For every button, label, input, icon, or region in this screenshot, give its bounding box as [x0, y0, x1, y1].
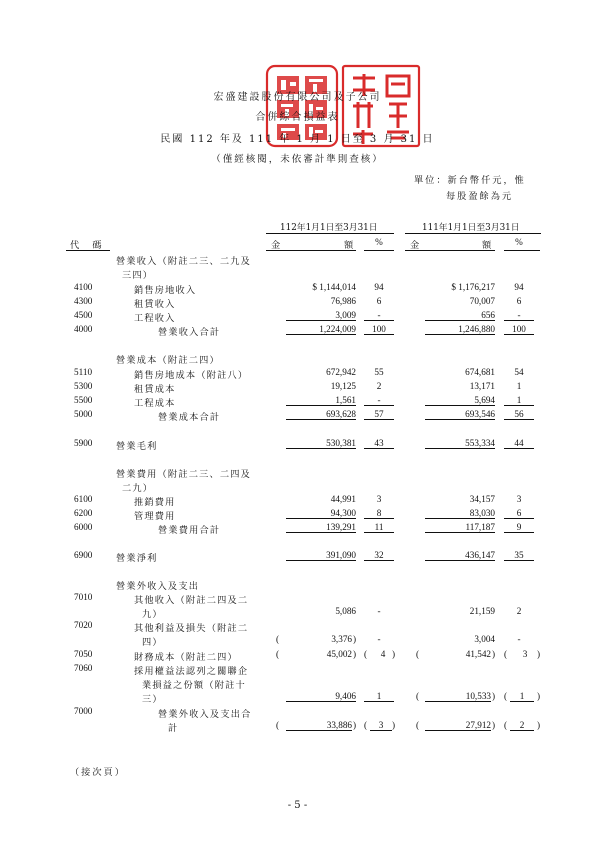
close-paren: ): [537, 649, 541, 659]
amount-2022: 1,246,880: [425, 324, 495, 335]
amount-2023: 19,125: [330, 381, 356, 391]
pct-rule-2022: [504, 250, 540, 251]
section-label: 營業費用（附註二三、二四及: [116, 469, 252, 480]
row-label: 銷售房地成本（附註八）: [134, 370, 249, 381]
section-label: 營業收入（附註二三、二九及: [116, 256, 252, 267]
percent-2023: 32: [364, 550, 394, 561]
row-code: 7050: [74, 649, 93, 659]
percent-2022: 94: [514, 282, 524, 292]
open-paren: (: [276, 720, 280, 730]
open-paren: (: [364, 720, 368, 730]
col-rule-2022: [405, 233, 541, 234]
col-header-2022: 111年1月1日至3月31日: [422, 223, 520, 233]
percent-2022: 2: [516, 606, 522, 616]
row-label: 其他收入（附註二四及二: [134, 595, 249, 606]
percent-2023: 8: [364, 508, 394, 519]
amount-2022: 693,546: [425, 409, 495, 420]
amount-2022: 436,147: [425, 550, 495, 561]
code-rule: [66, 250, 110, 251]
percent-2023: -: [377, 606, 381, 616]
open-paren: (: [416, 691, 420, 701]
open-paren: (: [276, 634, 280, 644]
row-label: 租賃成本: [134, 384, 176, 395]
row-code: 5900: [74, 438, 93, 448]
row-code: 4100: [74, 282, 93, 292]
percent-2022: 6: [516, 296, 522, 306]
percent-2023: 4: [380, 649, 386, 659]
section-label: 營業成本（附註二四）: [116, 355, 220, 366]
amount-2023: $ 1,144,014: [312, 282, 356, 292]
percent-2022: 54: [514, 367, 524, 377]
percent-2023: 2: [376, 381, 382, 391]
open-paren: (: [504, 691, 508, 701]
row-code: 4000: [74, 324, 93, 334]
amount-2023: 1,561: [286, 395, 356, 406]
amount-2022: 21,159: [469, 606, 495, 616]
open-paren: (: [364, 649, 368, 659]
percent-2023: 43: [364, 438, 394, 449]
row-label: 管理費用: [134, 511, 176, 522]
percent-2023: 11: [364, 522, 394, 533]
section-label-cont: 三四）: [122, 270, 154, 281]
percent-header-2023: %: [375, 237, 383, 247]
amount-2023: 76,986: [330, 296, 356, 306]
percent-2023: -: [377, 634, 381, 644]
close-paren: ): [492, 720, 496, 730]
col-rule-2023: [266, 233, 394, 234]
section-label-cont: 二九）: [122, 483, 154, 494]
amount-2023: 672,942: [326, 367, 356, 377]
amount-2022: 5,694: [425, 395, 495, 406]
row-label: 營業外收入及支出合: [158, 709, 252, 720]
amount-2022: 553,334: [425, 438, 495, 449]
open-paren: (: [276, 649, 280, 659]
close-paren: ): [492, 691, 496, 701]
row-label-cont: 業損益之份額（附註十: [142, 680, 246, 691]
percent-2022: -: [504, 310, 534, 321]
percent-2022: 1: [516, 381, 522, 391]
percent-2023: 94: [374, 282, 384, 292]
amount-2023: 94,300: [286, 508, 356, 519]
percent-2023: 100: [364, 324, 394, 335]
amount-header-l-2022: 金: [410, 240, 420, 251]
amount-2022: 27,912: [425, 720, 491, 731]
amount-2023: 139,291: [286, 522, 356, 533]
amount-2022: 656: [425, 310, 495, 321]
amount-2023: 693,628: [286, 409, 356, 420]
row-code: 6200: [74, 508, 93, 518]
percent-2022: 6: [504, 508, 534, 519]
amount-2023: 530,381: [286, 438, 356, 449]
statement-period: 民國 112 年及 111 年 1 月 1 日至 3 月 31 日: [160, 134, 435, 145]
continued-note: （接次頁）: [70, 767, 126, 778]
open-paren: (: [416, 649, 420, 659]
percent-2022: 1: [504, 395, 534, 406]
open-paren: (: [504, 720, 508, 730]
percent-2022: 3: [516, 494, 522, 504]
percent-2023: 55: [374, 367, 384, 377]
percent-2023: 3: [370, 720, 392, 731]
row-label-cont: 計: [168, 723, 179, 734]
amount-2023: 3,009: [286, 310, 356, 321]
percent-2022: -: [517, 634, 521, 644]
row-code: 6900: [74, 550, 93, 560]
row-code: 7060: [74, 663, 93, 673]
amount-2023: 5,086: [335, 606, 356, 616]
percent-2023: 57: [364, 409, 394, 420]
row-label: 銷售房地收入: [134, 285, 197, 296]
row-label: 營業費用合計: [158, 525, 221, 536]
amount-2022: 41,542: [465, 649, 491, 659]
amount-2023: 1,224,009: [286, 324, 356, 335]
row-label: 採用權益法認列之關聯企: [134, 666, 249, 677]
close-paren: ): [392, 720, 396, 730]
row-code: 5000: [74, 409, 93, 419]
row-label: 營業毛利: [116, 441, 158, 452]
amount-2022: $ 1,176,217: [451, 282, 495, 292]
row-code: 5300: [74, 381, 93, 391]
percent-2022: 9: [504, 522, 534, 533]
percent-2022: 100: [504, 324, 534, 335]
percent-2022: 56: [504, 409, 534, 420]
amount-2023: 9,406: [286, 691, 356, 702]
percent-2023: 1: [364, 691, 394, 702]
row-label: 工程收入: [134, 313, 176, 324]
company-name: 宏盛建設股份有限公司及子公司: [213, 92, 382, 103]
amount-header-r-2022: 額: [482, 240, 492, 251]
amount-header-r-2023: 額: [344, 240, 354, 251]
col-header-2023: 112年1月1日至3月31日: [280, 223, 378, 233]
row-label: 營業成本合計: [158, 412, 221, 423]
row-code: 5500: [74, 395, 93, 405]
row-label: 租賃收入: [134, 299, 176, 310]
pct-rule-2023: [364, 250, 394, 251]
percent-2023: -: [364, 310, 394, 321]
row-code: 7020: [74, 620, 93, 630]
percent-2023: 6: [376, 296, 382, 306]
percent-2022: 44: [504, 438, 534, 449]
row-label: 其他利益及損失（附註二: [134, 623, 249, 634]
amount-2023: 3,376: [331, 634, 352, 644]
amount-2023: 33,886: [286, 720, 352, 731]
row-code: 6000: [74, 522, 93, 532]
code-header: 代 碼: [70, 240, 104, 251]
amount-2022: 83,030: [425, 508, 495, 519]
row-label-cont: 三）: [142, 694, 163, 705]
row-label-cont: 九）: [142, 609, 163, 620]
percent-2023: -: [364, 395, 394, 406]
percent-2023: 3: [376, 494, 382, 504]
percent-2022: 1: [510, 691, 534, 702]
row-code: 6100: [74, 494, 93, 504]
amount-2022: 34,157: [469, 494, 495, 504]
close-paren: ): [392, 649, 396, 659]
amt-rule-2023: [266, 250, 356, 251]
row-label: 營業淨利: [116, 553, 158, 564]
percent-2022: 2: [510, 720, 534, 731]
amount-2023: 44,991: [330, 494, 356, 504]
open-paren: (: [504, 649, 508, 659]
row-code: 4500: [74, 310, 93, 320]
close-paren: ): [353, 634, 357, 644]
row-label: 營業收入合計: [158, 327, 221, 338]
close-paren: ): [353, 720, 357, 730]
close-paren: ): [537, 720, 541, 730]
row-code: 4300: [74, 296, 93, 306]
amount-2022: 3,004: [474, 634, 495, 644]
percent-2022: 35: [504, 550, 534, 561]
amount-2022: 674,681: [465, 367, 495, 377]
page-number: - 5 -: [287, 800, 308, 811]
row-code: 7000: [74, 706, 93, 716]
row-label: 工程成本: [134, 398, 176, 409]
row-label: 推銷費用: [134, 497, 176, 508]
close-paren: ): [492, 649, 496, 659]
amount-2023: 391,090: [286, 550, 356, 561]
unit-line-2: 每股盈餘為元: [446, 191, 514, 202]
percent-header-2022: %: [515, 237, 523, 247]
row-label: 財務成本（附註二四）: [134, 652, 238, 663]
row-code: 5110: [74, 367, 93, 377]
row-code: 7010: [74, 592, 93, 602]
amount-2022: 70,007: [469, 296, 495, 306]
open-paren: (: [416, 720, 420, 730]
amount-header-l-2023: 金: [271, 240, 281, 251]
review-note: （僅經核閱，未依審計準則查核）: [211, 154, 384, 165]
statement-title: 合併綜合損益表: [255, 112, 340, 123]
unit-line-1: 單位：新台幣仟元，惟: [414, 175, 526, 186]
row-label-cont: 四）: [142, 637, 163, 648]
percent-2022: 3: [522, 649, 528, 659]
close-paren: ): [353, 649, 357, 659]
amount-2022: 10,533: [425, 691, 491, 702]
section-label: 營業外收入及支出: [116, 581, 200, 592]
amount-2022: 13,171: [469, 381, 495, 391]
amt-rule-2022: [405, 250, 495, 251]
close-paren: ): [537, 691, 541, 701]
amount-2023: 45,002: [326, 649, 352, 659]
amount-2022: 117,187: [425, 522, 495, 533]
